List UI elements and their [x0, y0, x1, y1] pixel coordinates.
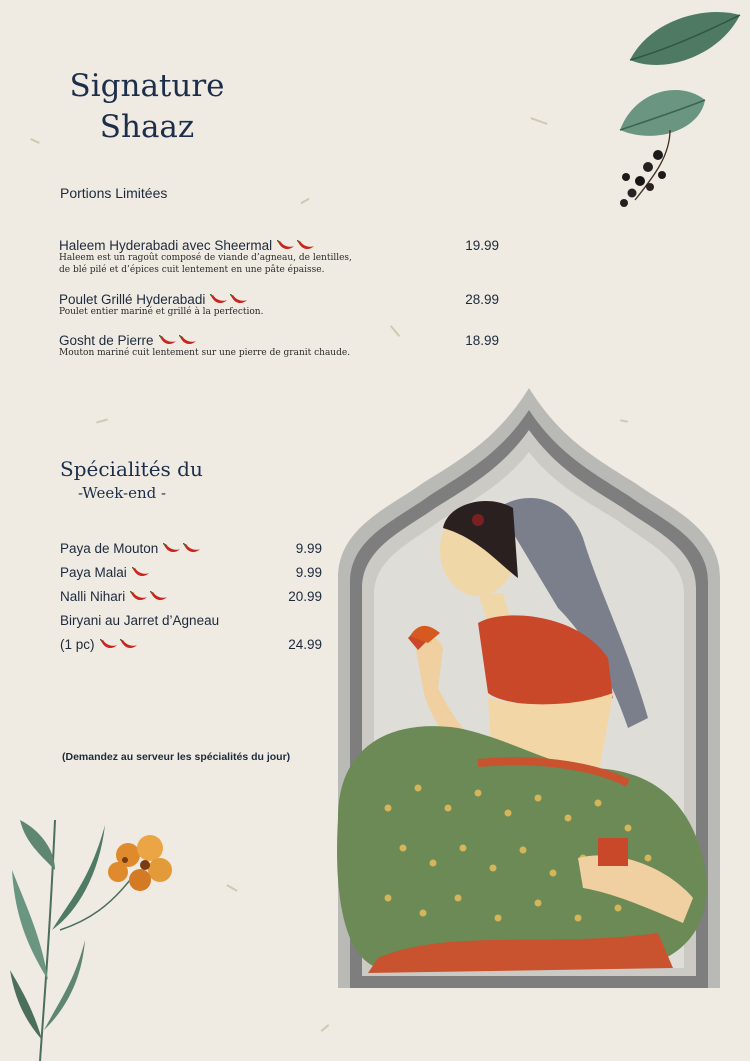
menu-item-name: [59, 238, 499, 253]
weekend-item-price: 9.99: [295, 565, 322, 580]
page-title-line1: Signature: [69, 68, 225, 104]
weekend-item: [60, 613, 322, 628]
paper-texture: [530, 117, 548, 125]
menu-item-desc-line: Poulet entier mariné et grillé à la perfection.: [59, 307, 264, 317]
weekend-section-subtitle: -Week-end -: [78, 484, 167, 502]
arch-painting-illustration: [328, 388, 730, 988]
menu-item-name: [59, 292, 499, 307]
chili-icon: [163, 543, 181, 555]
paper-texture: [226, 884, 237, 892]
weekend-item-price: 9.99: [295, 541, 322, 556]
chili-icon-group: [210, 294, 248, 306]
menu-item: [59, 292, 499, 319]
chili-icon-group: [100, 639, 138, 651]
weekend-item: [60, 589, 322, 604]
chili-icon: [100, 639, 118, 651]
leaf-decoration-icon: [610, 5, 750, 215]
chili-icon-group: [159, 335, 197, 347]
menu-item-desc-line: Mouton mariné cuit lentement sur une pierre de granit chaude.: [59, 348, 351, 358]
weekend-section-title: Spécialités du: [60, 457, 203, 481]
menu-item-label: Gosht de Pierre: [59, 333, 154, 348]
portions-subtitle: Portions Limitées: [60, 185, 168, 201]
weekend-item-price: 20.99: [288, 589, 322, 604]
chili-icon: [230, 294, 248, 306]
menu-item-desc-line: Haleem est un ragoût composé de viande d’agneau, de lentilles,: [59, 253, 352, 263]
chili-icon: [132, 567, 150, 579]
menu-item-desc-line: de blé pilé et d’épices cuit lentement en une pâte épaisse.: [59, 264, 325, 275]
weekend-item: [60, 565, 322, 580]
chili-icon: [159, 335, 177, 347]
menu-item-description: [59, 253, 369, 276]
menu-item-price: 19.99: [465, 238, 499, 253]
paper-texture: [300, 198, 310, 205]
chili-icon-group: [163, 543, 201, 555]
chili-icon: [120, 639, 138, 651]
chili-icon: [179, 335, 197, 347]
menu-item-description: [59, 348, 369, 360]
paper-texture: [30, 138, 40, 144]
weekend-item: [60, 541, 322, 556]
chili-icon: [210, 294, 228, 306]
weekend-item: [60, 637, 322, 652]
flower-decoration-icon: [0, 810, 190, 1061]
menu-item: [59, 238, 499, 276]
menu-item-label: Haleem Hyderabadi avec Sheermal: [59, 238, 273, 253]
chili-icon: [150, 591, 168, 603]
daily-specials-note: (Demandez au serveur les spécialités du jour): [62, 751, 291, 763]
menu-item: [59, 333, 499, 360]
menu-item-label: Poulet Grillé Hyderabadi: [59, 292, 206, 307]
chili-icon: [183, 543, 201, 555]
menu-item-description: [59, 307, 369, 319]
weekend-item-name: Paya de Mouton: [60, 541, 159, 556]
chili-icon: [130, 591, 148, 603]
paper-texture: [321, 1024, 330, 1032]
page-title: [62, 66, 232, 148]
chili-icon-group: [277, 240, 315, 252]
menu-item-price: 18.99: [465, 333, 499, 348]
chili-icon-group: [130, 591, 168, 603]
weekend-item-name: Biryani au Jarret d’Agneau: [60, 613, 220, 628]
weekend-item-price: 24.99: [288, 637, 322, 652]
menu-item-name: [59, 333, 499, 348]
weekend-item-name: (1 pc): [60, 637, 95, 652]
paper-texture: [96, 418, 108, 423]
page-title-line2: Shaaz: [99, 109, 195, 145]
weekend-item-name: Paya Malai: [60, 565, 127, 580]
chili-icon: [277, 240, 295, 252]
weekend-item-name: Nalli Nihari: [60, 589, 126, 604]
chili-icon: [297, 240, 315, 252]
chili-icon-group: [132, 567, 150, 579]
menu-item-price: 28.99: [465, 292, 499, 307]
